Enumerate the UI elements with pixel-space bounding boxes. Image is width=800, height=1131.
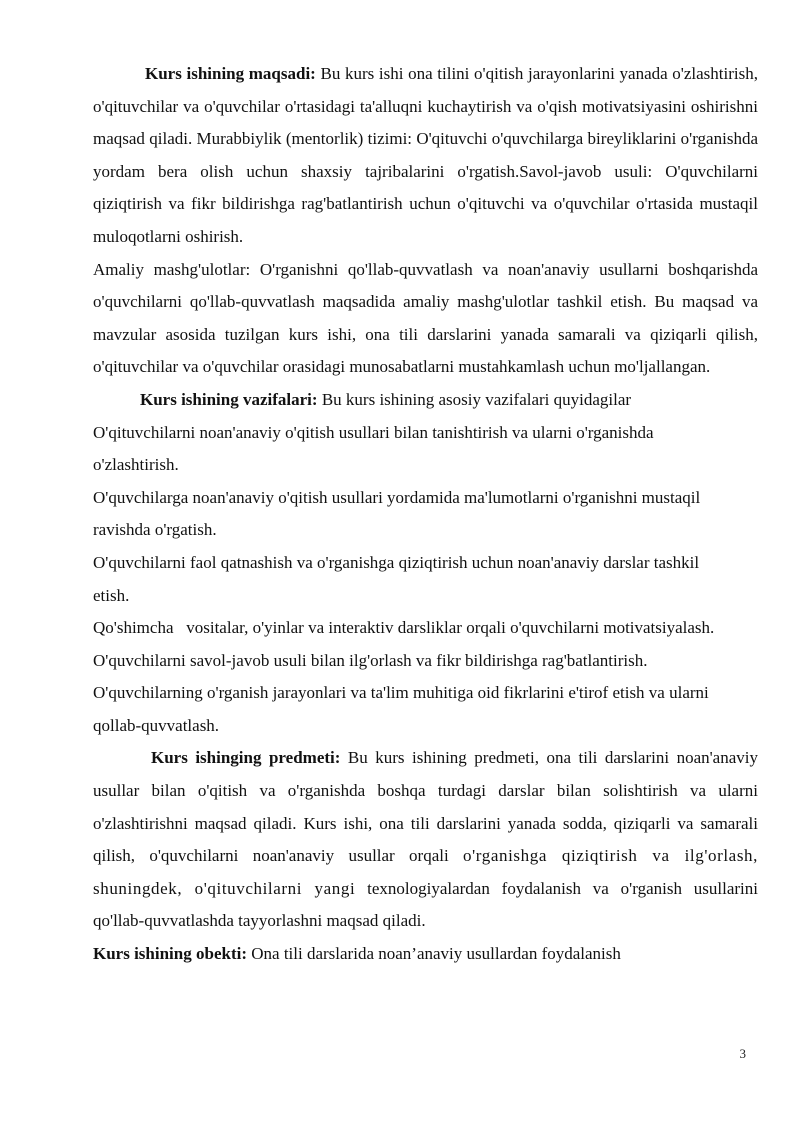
subject-text: Bu kurs ishining predmeti, ona tili darslarini noan'anaviy usullar bilan o'qitish va o'rganishda boshqa turdagi darslar bilan solishtirish va ularni o'zlashtirishni maqsad qiladi. Kurs ishi, ona tili darslarini yanada sodda, qiziqarli va samarali qilish, o'quvchilarni noan'anaviy usullar orqali bbox=[93, 748, 758, 866]
goal-paragraph bbox=[93, 58, 758, 254]
practical-paragraph: Amaliy mashg'ulotlar: O'rganishni qo'llab-quvvatlash va noan'anaviy usullarni boshqarishda o'quvchilarni qo'llab-quvvatlash maqsadida amaliy mashg'ulotlar tashkil etish. Bu maqsad va mavzular asosida tuzilgan kurs ishi, ona tili darslarini yanada samarali va qiziqarli qilish, o'qituvchilar va o'quvchilar orasidagi munosabatlarni mustahkamlash uchun mo'ljallangan. bbox=[93, 259, 758, 377]
subject-text-end: texnologiyalardan foydalanish va o'rganish usullarini qo'llab-quvvatlashda tayyorlashni maqsad qiladi. bbox=[93, 878, 758, 931]
task-item: O'quvchilarni faol qatnashish va o'rganishga qiziqtirish uchun noan'anaviy darslar tashkil etish. bbox=[93, 552, 700, 605]
goal-heading: Kurs ishining maqsadi: bbox=[145, 64, 316, 83]
task-item: O'qituvchilarni noan'anaviy o'qitish usullari bilan tanishtirish va ularni o'rganishda o'zlashtirish. bbox=[93, 422, 654, 475]
tasks-intro-text: Bu kurs ishining asosiy vazifalari quyidagilar bbox=[317, 389, 632, 409]
tasks-heading: Kurs ishining vazifalari: bbox=[140, 389, 318, 409]
task-item: O'quvchilarning o'rganish jarayonlari va ta'lim muhitiga oid fikrlarini e'tirof etish va ularni qollab-quvvatlash. bbox=[93, 683, 709, 735]
object-heading: Kurs ishining obekti: bbox=[93, 944, 247, 964]
object-text: Ona tili darslarida noan’anaviy usullardan foydalanish bbox=[247, 944, 621, 964]
subject-paragraph bbox=[93, 742, 758, 938]
subject-heading: Kurs ishinging predmeti: bbox=[151, 748, 341, 768]
tasks-intro-paragraph bbox=[93, 384, 758, 417]
subject-text-spaced: o'rganishga qiziqtirish va ilg'orlash, shuningdek, o'qituvchilarni yangi bbox=[93, 846, 758, 898]
task-item: Qo'shimcha vositalar, o'yinlar va interaktiv darsliklar orqali o'quvchilarni motivatsiyalash. bbox=[93, 618, 715, 638]
page-number: 3 bbox=[739, 1046, 746, 1061]
object-paragraph bbox=[93, 938, 758, 971]
task-item: O'quvchilarga noan'anaviy o'qitish usullari yordamida ma'lumotlarni o'rganishni mustaqil ravishda o'rgatish. bbox=[93, 487, 701, 540]
task-item: O'quvchilarni savol-javob usuli bilan ilg'orlash va fikr bildirishga rag'batlantirish. bbox=[93, 650, 648, 670]
goal-text: Bu kurs ishi ona tilini o'qitish jarayonlarini yanada o'zlashtirish, o'qituvchilar va o'quvchilar o'rtasidagi ta'alluqni kuchaytirish va o'qish motivatsiyasini oshirishni maqsad qiladi. Murabbiylik (mentorlik) tizimi: O'qituvchi o'quvchilarga bireyliklarini o'rganishda yordam bera olish uchun shaxsiy tajribalarini o'rgatish.Savol-javob usuli: O'quvchilarni qiziqtirish va fikr bildirishga rag'batlantirish uchun o'qituvchi va o'quvchilar o'rtasida mustaqil muloqotlarni oshirish. bbox=[93, 64, 758, 246]
